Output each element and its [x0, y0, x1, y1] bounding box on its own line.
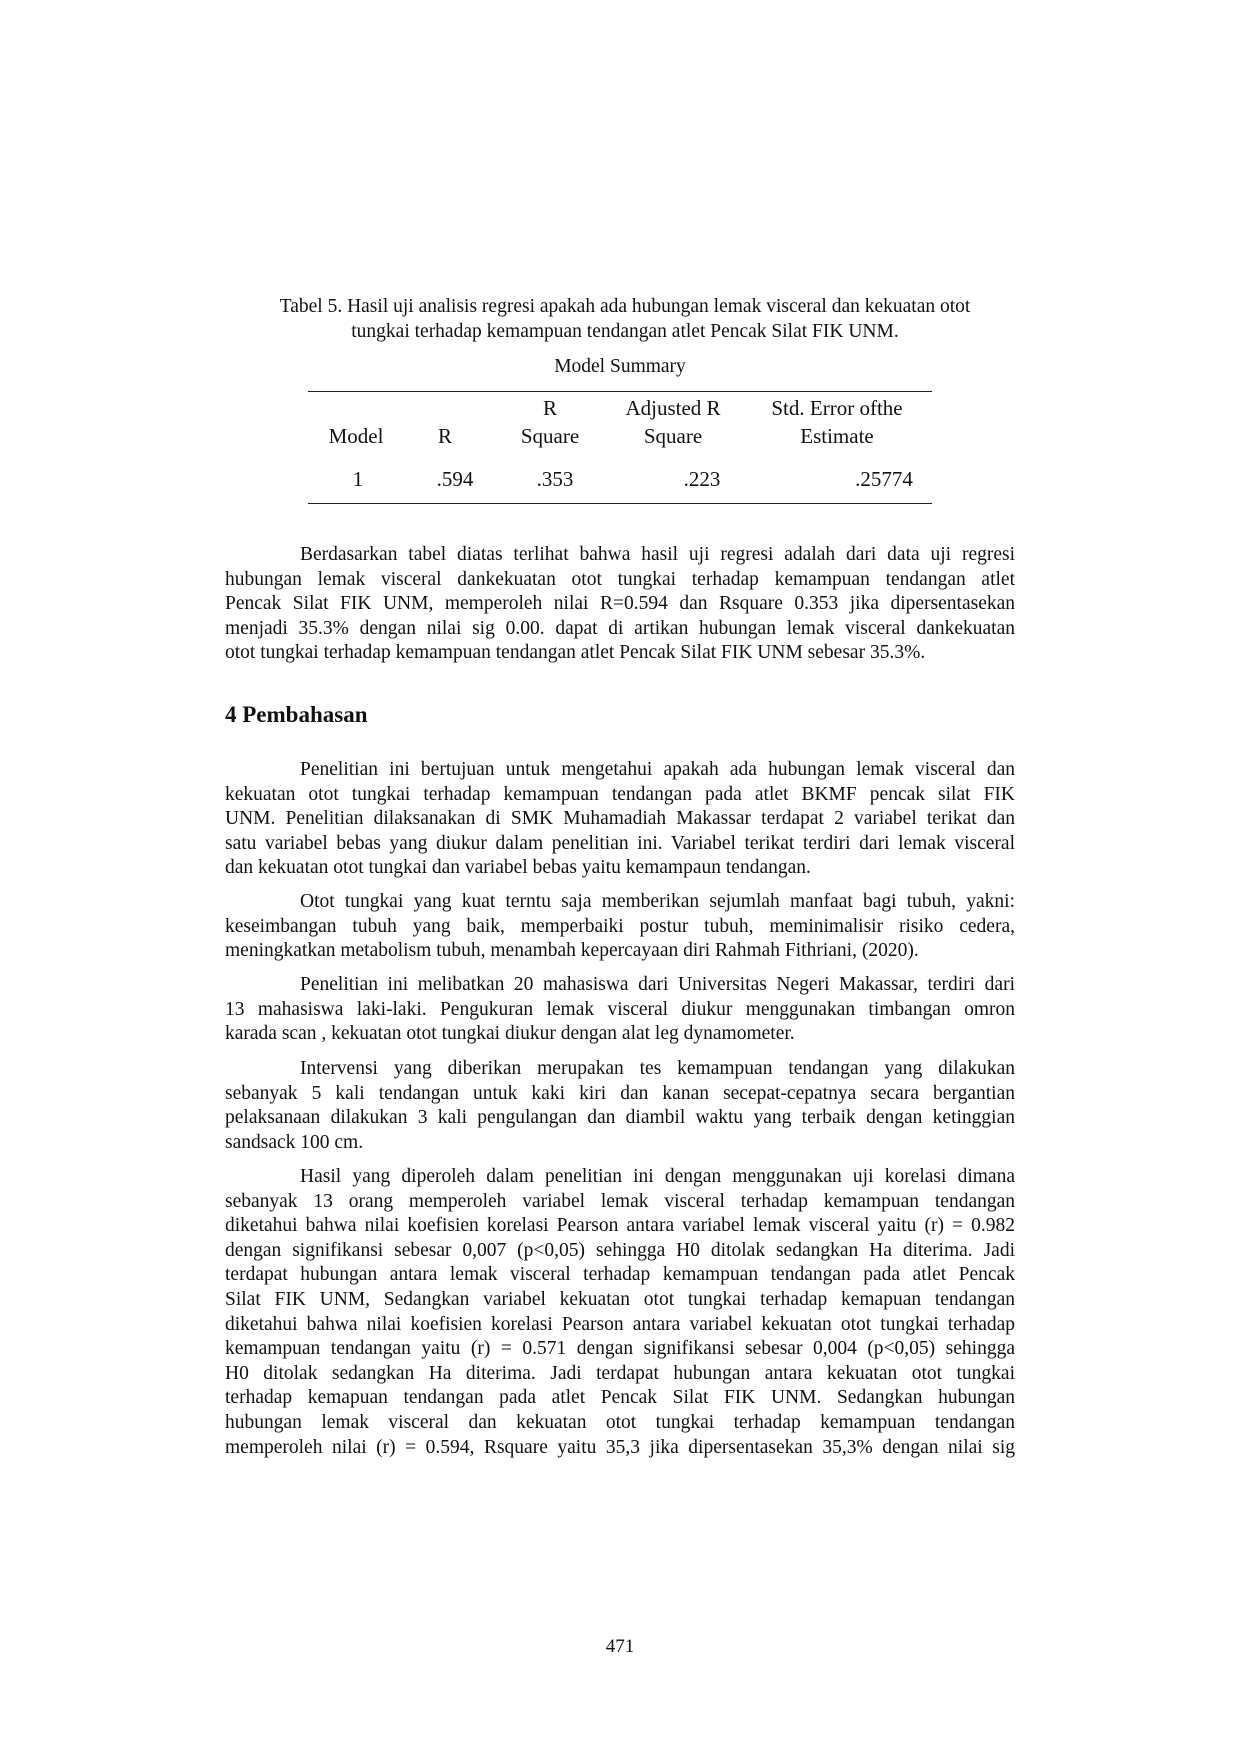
paragraph-discussion-intro — [225, 758, 1015, 881]
table-caption — [240, 294, 1010, 344]
cell-model: 1 — [352, 467, 364, 491]
table-caption-line: Tabel 5. Hasil uji analisis regresi apakah ada hubungan lemak visceral dan kekuatan otot — [279, 296, 971, 317]
text-line: kekuatan otot tungkai terhadap kemampuan tendangan pada atlet BKMF pencak silat FIK — [225, 783, 1015, 805]
header-r-square-line2: Square — [520, 424, 580, 448]
header-model: Model — [328, 424, 384, 448]
text-line: Silat FIK UNM, Sedangkan variabel kekuatan otot tungkai terhadap kemapuan tendangan — [225, 1288, 1015, 1310]
page-number: 471 — [605, 1636, 635, 1657]
text-line: memperoleh nilai (r) = 0.594, Rsquare yaitu 35,3 jika dipersentasekan 35,3% dengan nilai sig — [225, 1436, 1015, 1458]
header-std-error-line1: Std. Error ofthe — [771, 396, 903, 420]
table-title: Model Summary — [554, 356, 686, 377]
header-std-error-line2: Estimate — [800, 424, 874, 448]
text-line: terhadap kemapuan tendangan pada atlet Pencak Silat FIK UNM. Sedangkan hubungan — [225, 1387, 1015, 1409]
text-line: satu variabel bebas yang diukur dalam penelitian ini. Variabel terikat terdiri dari lemak visceral — [225, 832, 1015, 854]
cell-adjusted-r-square: .223 — [683, 467, 721, 491]
section-heading: 4 Pembahasan — [225, 702, 368, 727]
text-line: Berdasarkan tabel diatas terlihat bahwa hasil uji regresi adalah dari data uji regresi — [300, 544, 1015, 565]
text-line: otot tungkai terhadap kemampuan tendangan atlet Pencak Silat FIK UNM sebesar 35.3%. — [225, 642, 926, 664]
text-line: Intervensi yang diberikan merupakan tes kemampuan tendangan yang dilakukan — [300, 1058, 1015, 1079]
text-line: Penelitian ini bertujuan untuk mengetahui apakah ada hubungan lemak visceral dan — [300, 759, 1015, 780]
text-line: H0 ditolak sedangkan Ha diterima. Jadi terdapat hubungan antara kekuatan otot tungkai — [225, 1362, 1015, 1384]
header-r-square-line1: R — [542, 396, 557, 420]
cell-r: .594 — [436, 467, 474, 491]
text-line: hubungan lemak visceral dan kekuatan otot tungkai terhadap kemampuan tendangan — [225, 1411, 1015, 1433]
header-r: R — [437, 424, 452, 448]
header-adjusted-r-square-line1: Adjusted R — [625, 396, 721, 420]
text-line: Pencak Silat FIK UNM, memperoleh nilai R=0.594 dan Rsquare 0.353 jika dipersentasekan — [225, 593, 1015, 615]
text-line: terdapat hubungan antara lemak visceral terhadap kemampuan tendangan pada atlet Pencak — [225, 1264, 1015, 1286]
paragraph-results — [225, 543, 1015, 666]
text-line: keseimbangan tubuh yang baik, memperbaiki postur tubuh, meminimalisir risiko cedera, — [225, 915, 1015, 937]
text-line: pelaksanaan dilakukan 3 kali pengulangan dan diambil waktu yang terbaik dengan ketinggian — [225, 1107, 1015, 1129]
text-line: Hasil yang diperoleh dalam penelitian ini dengan menggunakan uji korelasi dimana — [300, 1166, 1015, 1187]
text-line: diketahui bahwa nilai koefisien korelasi Pearson antara variabel kekuatan otot tungkai terhadap — [225, 1313, 1015, 1335]
text-line: meningkatkan metabolism tubuh, menambah kepercayaan diri Rahmah Fithriani, (2020). — [225, 940, 919, 962]
header-adjusted-r-square-line2: Square — [643, 424, 703, 448]
table-top-rule — [308, 391, 932, 392]
text-line: hubungan lemak visceral dankekuatan otot tungkai terhadap kemampuan tendangan atlet — [225, 568, 1015, 590]
paragraph-findings — [225, 1165, 1015, 1460]
text-line: menjadi 35.3% dengan nilai sig 0.00. dapat di artikan hubungan lemak visceral dankekuatan — [225, 617, 1015, 639]
text-line: kemampuan tendangan yaitu (r) = 0.571 dengan signifikansi sebesar 0,004 (p<0,05) sehingga — [225, 1338, 1015, 1360]
text-line: sebanyak 13 orang memperoleh variabel lemak visceral terhadap kemampuan tendangan — [225, 1190, 1015, 1212]
text-line: sebanyak 5 kali tendangan untuk kaki kiri dan kanan secepat-cepatnya secara bergantian — [225, 1082, 1015, 1104]
text-line: sandsack 100 cm. — [225, 1131, 364, 1153]
text-line: karada scan , kekuatan otot tungkai diukur dengan alat leg dynamometer. — [225, 1023, 795, 1045]
text-line: dan kekuatan otot tungkai dan variabel bebas yaitu kemampaun tendangan. — [225, 857, 811, 879]
table-caption-line: tungkai terhadap kemampuan tendangan atlet Pencak Silat FIK UNM. — [351, 321, 899, 342]
text-line: UNM. Penelitian dilaksanakan di SMK Muhamadiah Makassar terdapat 2 variabel terikat dan — [225, 808, 1015, 830]
cell-std-error: .25774 — [855, 467, 913, 491]
paragraph-intervention — [225, 1057, 1015, 1155]
paragraph-participants — [225, 973, 1015, 1047]
text-line: dengan signifikansi sebesar 0,007 (p<0,05) sehingga H0 ditolak sedangkan Ha diterima. Jadi — [225, 1239, 1015, 1261]
text-line: 13 mahasiswa laki-laki. Pengukuran lemak visceral diukur menggunakan timbangan omron — [225, 998, 1015, 1020]
cell-r-square: .353 — [536, 467, 574, 491]
table-bottom-rule — [308, 503, 932, 504]
text-line: diketahui bahwa nilai koefisien korelasi Pearson antara variabel lemak visceral yaitu (r) = 0.982 — [225, 1215, 1015, 1237]
paragraph-leg-muscle — [225, 890, 1015, 964]
text-line: Penelitian ini melibatkan 20 mahasiswa dari Universitas Negeri Makassar, terdiri dari — [300, 974, 1015, 995]
text-line: Otot tungkai yang kuat terntu saja memberikan sejumlah manfaat bagi tubuh, yakni: — [300, 891, 1015, 912]
